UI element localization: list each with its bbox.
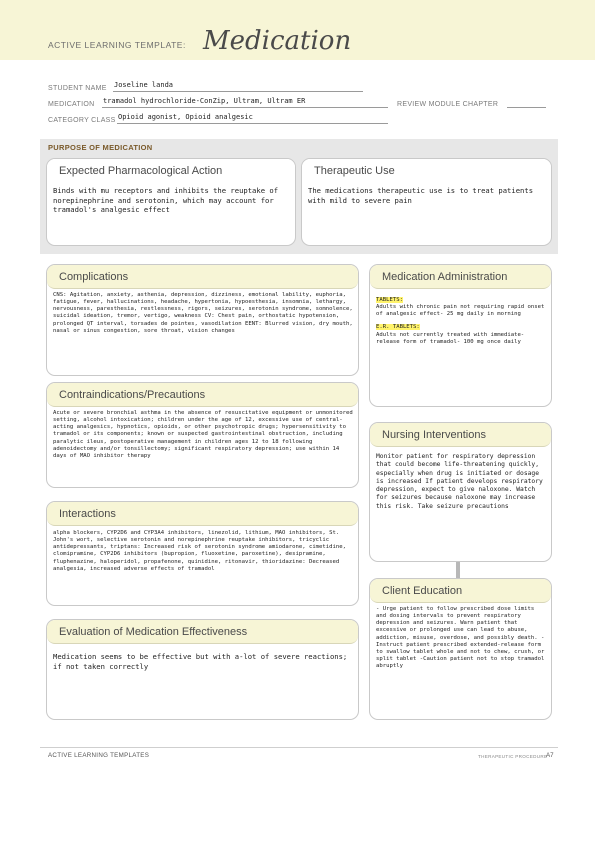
administration-content [370, 289, 551, 346]
client-education-box [369, 578, 552, 720]
er-tablets-text[interactable]: Adults not currently treated with immediate-release form of tramadol- 100 mg once daily [376, 331, 525, 345]
complications-title: Complications [47, 265, 358, 289]
complications-box [46, 264, 359, 376]
medication-rule [102, 107, 388, 108]
student-name-rule [113, 91, 363, 92]
tablets-label: TABLETS: [376, 297, 403, 303]
client-education-title: Client Education [370, 579, 551, 603]
tablets-text[interactable]: Adults with chronic pain not requiring rapid onset of analgesic effect- 25 mg daily in morning [376, 304, 545, 318]
client-education-text[interactable]: - Urge patient to follow prescribed dose limits and dosing intervals to prevent respiratory depression and seizures. Warn patient that excessive or prolonged use can lead to abuse, addiction, misuse, overdose, and possibly death. - Instruct patient prescribed extended-release form to swallow tablet whole and not to chew, crush, or split tablet -Caution patient not to stop tramadol abruptly [376, 606, 545, 670]
interactions-box [46, 501, 359, 606]
complications-text[interactable]: CNS: Agitation, anxiety, asthenia, depression, dizziness, emotional lability, euphoria, fatigue, fever, hallucinations, headache, hypertonia, hypoesthesia, insomnia, lethargy, nervousness, paresthesia, restlessness, rigors, seizures, serotonin syndrome, somnolence, suicidal ideation, tremor, vertigo, weakness CV: Chest pain, orthostatic hypotension, prolonged QT interval, torsades de pointes, vasodilation EENT: Blurred vision, dry mouth, nasal or sinus congestion, sore throat, vision changes [53, 292, 353, 334]
contraindications-title: Contraindications/Precautions [47, 383, 358, 407]
interactions-title: Interactions [47, 502, 358, 526]
medication-label: MEDICATION [48, 101, 95, 108]
evaluation-box [46, 619, 359, 720]
student-name-field[interactable]: Joseline landa [114, 81, 174, 89]
medication-field[interactable]: tramadol hydrochloride-ConZip, Ultram, Ultram ER [103, 97, 306, 105]
category-class-label: CATEGORY CLASS [48, 117, 116, 124]
expected-action-title: Expected Pharmacological Action [47, 159, 295, 183]
student-name-label: STUDENT NAME [48, 85, 107, 92]
page-number: A7 [546, 752, 554, 759]
contraindications-box [46, 382, 359, 488]
nursing-interventions-box [369, 422, 552, 562]
review-module-field[interactable] [507, 107, 546, 108]
footer-right-label: THERAPEUTIC PROCEDURE [478, 754, 548, 759]
contraindications-text[interactable]: Acute or severe bronchial asthma in the absence of resuscitative equipment or unmonitored setting, alcohol intoxication; children under the age of 12, excessive use of central-acting analgesics, hypnotics, opioids, or other psychotropic drugs; hypersensitivity to tramadol or its components; known or suspected gastrointestinal obstruction, including paralytic ileus, postoperative management in children ages 12 to 18 following adenoidectomy and/or tonsillectomy; significant respiratory depression; use within 14 days of MAO inhibitor therapy [53, 410, 353, 459]
review-module-label: REVIEW MODULE CHAPTER [397, 101, 499, 108]
purpose-title: PURPOSE OF MEDICATION [48, 143, 153, 152]
therapeutic-use-text[interactable]: The medications therapeutic use is to treat patients with mild to severe pain [308, 186, 534, 205]
template-label: ACTIVE LEARNING TEMPLATE: [48, 40, 186, 50]
administration-title: Medication Administration [370, 265, 551, 289]
evaluation-text[interactable]: Medication seems to be effective but with a-lot of severe reactions; if not taken correctly [53, 652, 348, 671]
footer-left-label: ACTIVE LEARNING TEMPLATES [48, 752, 150, 759]
section-connector [456, 562, 460, 578]
category-class-rule [117, 123, 388, 124]
er-tablets-label: E.R. TABLETS: [376, 324, 420, 331]
interactions-text[interactable]: alpha blockers, CYP2D6 and CYP3A4 inhibitors, linezolid, lithium, MAO inhibitors, St. John's wort, selective serotonin and norepinephrine reuptake inhibitors, tricyclic antidepressants, triptans: Increased risk of serotonin syndrome amiodarone, cimetidine, clomipramine, CYP2D6 inhibitors (bupropion, fluoxetine, paroxetine), desipramine, fluphenazine, haloperidol, propafenone, quinidine, ritonavir, thioridazine: Decreased analgesia, increased adverse effects of tramadol [53, 530, 346, 572]
evaluation-title: Evaluation of Medication Effectiveness [47, 620, 358, 644]
category-class-field[interactable]: Opioid agonist, Opioid analgesic [118, 113, 253, 121]
expected-action-box [46, 158, 296, 246]
page-title: Medication [203, 26, 352, 56]
therapeutic-use-title: Therapeutic Use [302, 159, 551, 183]
nursing-interventions-text[interactable]: Monitor patient for respiratory depression that could become life-threatening quickly, especially when drug is initiated or dosage is increased If patient develops respiratory depression, expect to give naloxone. Watch for seizures because naloxone may increase this risk. Take seizure precautions [376, 453, 543, 510]
administration-box [369, 264, 552, 407]
therapeutic-use-box [301, 158, 552, 246]
nursing-interventions-title: Nursing Interventions [370, 423, 551, 447]
footer-divider [40, 747, 558, 748]
expected-action-text[interactable]: Binds with mu receptors and inhibits the reuptake of norepinephrine and serotonin, which may account for tramadol's analgesic effect [53, 186, 279, 215]
